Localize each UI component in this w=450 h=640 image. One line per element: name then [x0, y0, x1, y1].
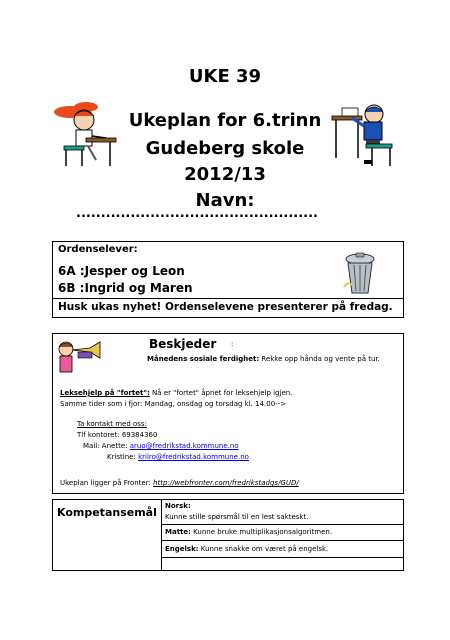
page-header [0, 0, 450, 240]
fronter-prefix: Ukeplan ligger på Fronter: [60, 479, 154, 487]
contact-mail-anette [83, 442, 239, 450]
mail-prefix-kristine: Kristine: [107, 453, 139, 461]
norsk-label-row [162, 502, 404, 510]
beskjeder-title: Beskjeder [149, 337, 217, 351]
divider [162, 524, 404, 525]
name-dotted-line: ................................................. [76, 206, 318, 221]
matte-row [162, 528, 404, 536]
homework-text: Nå er "fortet" åpnet for leksehjelp igjen. [149, 389, 293, 397]
social-skill-label: Månedens sosiale ferdighet: [147, 355, 260, 363]
divider [162, 557, 404, 558]
ordenselever-6a: 6A :Jesper og Leon [58, 264, 185, 278]
matte-text: Kunne bruke multiplikasjonsalgoritmen. [190, 528, 333, 536]
beskjeder-box [52, 333, 404, 494]
trash-can-icon [340, 251, 380, 295]
ordenselever-note: Husk ukas nyhet! Ordenselevene presenterer på fredag. [58, 301, 393, 313]
homework-times: Samme tider som i fjor: Mandag, onsdag og torsdag kl. 14.00--> [60, 400, 287, 408]
email-link-kristine[interactable]: krilro@fredrikstad.kommune.no [138, 453, 249, 461]
school-year: 2012/13 [184, 164, 266, 185]
matte-label: Matte: [165, 528, 191, 536]
social-skill-line [147, 355, 380, 363]
social-skill-text: Rekke opp hånda og vente på tur. [259, 355, 380, 363]
homework-line [60, 389, 292, 397]
kompetansemal-box [52, 499, 404, 571]
contact-label: Ta kontakt med oss: [77, 420, 147, 428]
trumpet-player-illustration [54, 339, 104, 377]
engelsk-row [162, 545, 404, 553]
ordenselever-6b: 6B :Ingrid og Maren [58, 281, 193, 295]
name-label: Navn: [195, 190, 255, 211]
school-name: Gudeberg skole [145, 138, 305, 159]
divider [53, 298, 403, 299]
beskjeder-title-suffix: : [231, 340, 234, 348]
ordenselever-label: Ordenselever: [58, 244, 138, 255]
boy-at-desk-illustration [328, 100, 400, 172]
engelsk-label: Engelsk: [165, 545, 199, 553]
contact-mail-kristine [107, 453, 249, 461]
fronter-link[interactable]: http://webfronter.com/fredrikstadgs/GUD/ [153, 479, 299, 487]
fronter-line [60, 479, 299, 487]
norsk-text: Kunne stille spørsmål til en lest sakteskt. [165, 513, 309, 521]
norsk-label: Norsk: [165, 502, 191, 510]
kompetansemal-title: Kompetansemål [57, 506, 157, 519]
email-link-anette[interactable]: aruo@fredrikstad.kommune.no [129, 442, 239, 450]
contact-phone: Tlf kontoret: 69384360 [77, 431, 158, 439]
plan-title: Ukeplan for 6.trinn [128, 110, 322, 131]
divider [162, 540, 404, 541]
homework-label: Leksehjelp på "fortet": [60, 389, 150, 397]
kompetansemal-table [161, 500, 403, 570]
mail-prefix-anette: Mail: Anette: [83, 442, 130, 450]
engelsk-text: Kunne snakke om været på engelsk. [198, 545, 329, 553]
week-title: UKE 39 [188, 66, 262, 87]
